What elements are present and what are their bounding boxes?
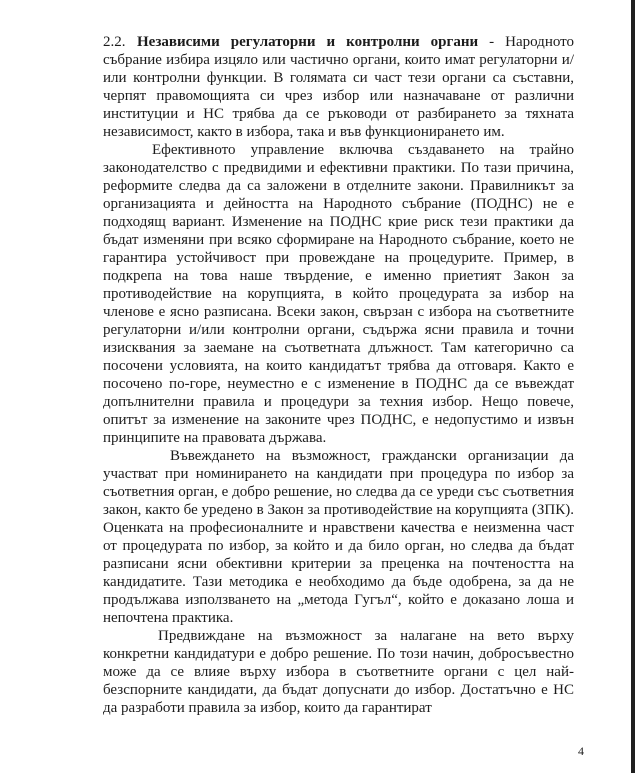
section-number: 2.2.	[103, 34, 126, 50]
document-body	[103, 33, 574, 717]
page-number: 4	[578, 744, 584, 758]
paragraph-independent-regulators	[103, 33, 574, 141]
section-heading: Независими регулаторни и контролни органи	[137, 34, 479, 50]
page-edge-line	[631, 0, 635, 773]
paragraph-1-text: - Народното събрание избира изцяло или частично органи, които имат регулаторни и/или контролни функции. В голямата си част тези органи са съставни, черпят правомощията си чрез избор или назначаване от различни институции и НС трябва да се ръководи от разбирането за тяхната независимост, както в избора, така и във функционирането им.	[103, 34, 575, 140]
paragraph-veto-possibility: Предвиждане на възможност за налагане на вето върху конкретни кандидатури е добро решение. По този начин, добросъвестно може да се влияе върху избора в съответните органи с цел най-безспорните кандидати, да бъдат допуснати до избор. Достатъчно е НС да разработи правила за избор, които да гарантират	[103, 628, 574, 716]
paragraph-effective-governance: Ефективното управление включва създаването на трайно законодателство с предвидими и ефективни практики. По тази причина, реформите следва да са заложени в отделните закони. Правилникът за организацията и дейността на Народното събрание (ПОДНС) не е подходящ вариант. Изменение на ПОДНС крие риск тези практики да бъдат изменяни при всяко сформиране на Народното събрание, което не гарантира устойчивост при провеждане на процедурите. Пример, в подкрепа на това наше твърдение, е именно приетият Закон за противодействие на корупцията, в който процедурата за избор на членове е ясно разписана. Всеки закон, свързан с избора на съответните регулаторни и/или контролни органи, съдържа ясни правила и точни изисквания за заемане на съответната длъжност. Там категорично са посочени условията, на които кандидатът трябва да отговаря. Както е посочено по-горе, неуместно е с изменение в ПОДНС да се въвеждат допълнителни правила и процедури за техния избор. Нещо повече, опитът за изменение на законите чрез ПОДНС, е недопустимо и извън принципите на правовата държава.	[103, 142, 574, 446]
paragraph-civil-organizations: Въвеждането на възможност, граждански организации да участват при номинирането на кандидати при процедура по избор за съответния орган, е добро решение, но следва да се уреди със съответния закон, както бе уредено в Закон за противодействие на корупцията (ЗПК). Оценката на професионалните и нравствени качества е неизменна част от процедурата по избор, за който и да било орган, но следва да бъдат разписани ясни обективни критерии за преценка на почтеността на кандидатите. Тази методика е необходимо да бъде одобрена, за да не продължава използването на „метода Гугъл“, който е доказано лоша и непочтена практика.	[103, 448, 574, 626]
